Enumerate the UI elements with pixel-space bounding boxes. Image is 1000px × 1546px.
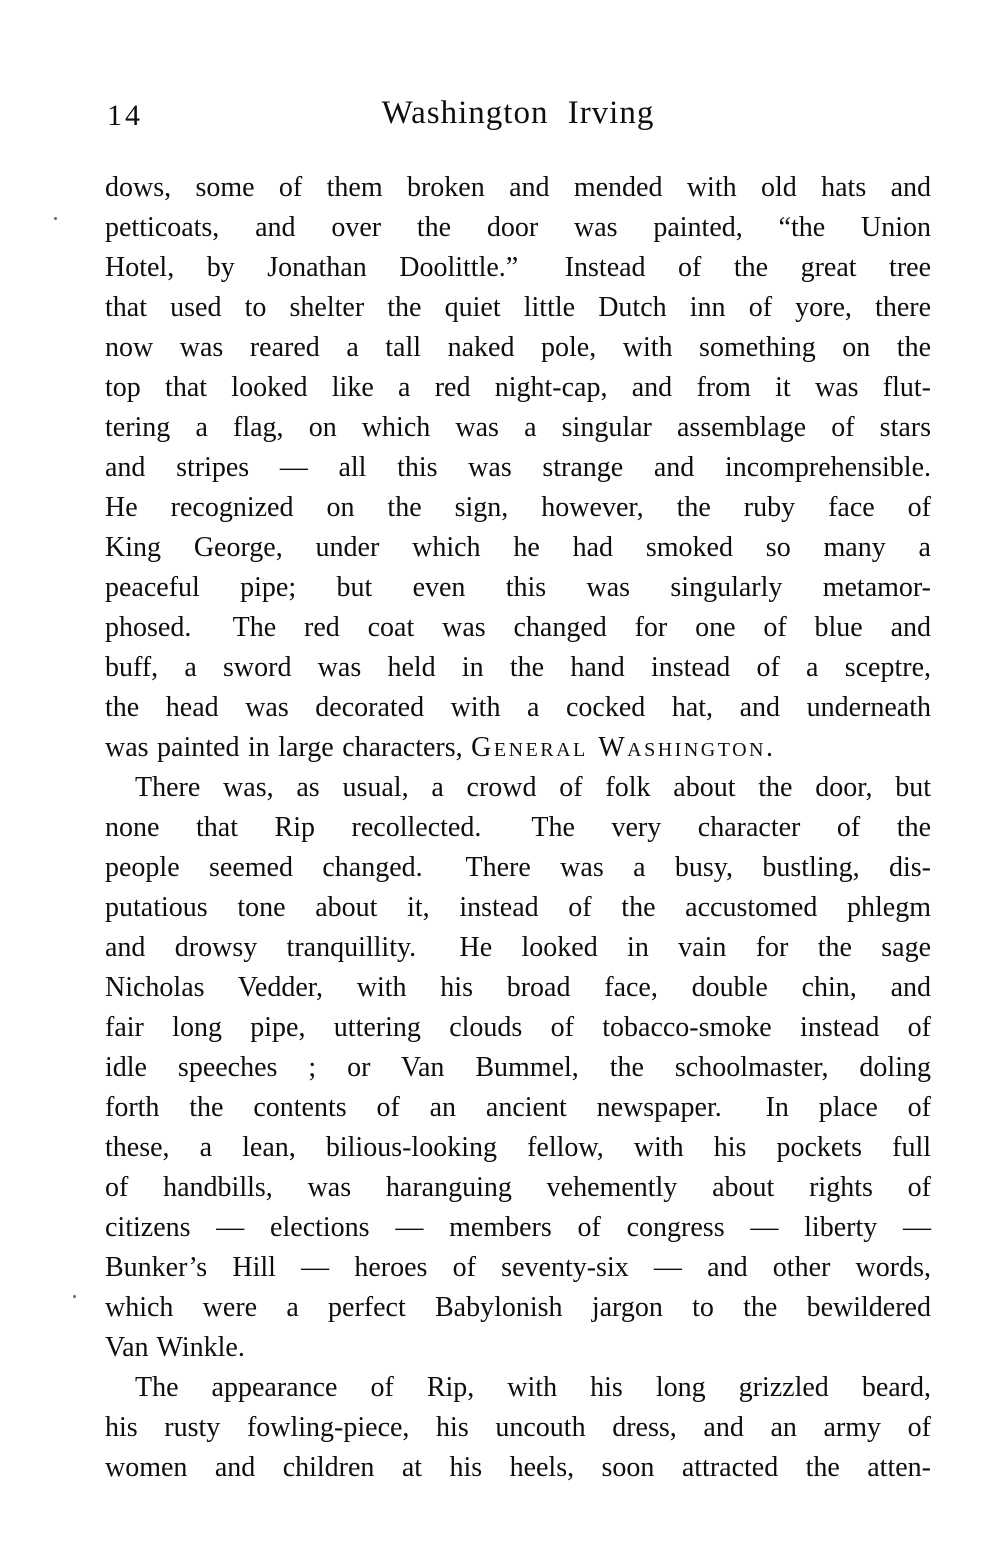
- text-line: tering a flag, on which was a singular assemblage of stars: [105, 412, 931, 443]
- text-line: women and children at his heels, soon attracted the atten-: [105, 1452, 931, 1483]
- text-line: people seemed changed. There was a busy, bustling, dis-: [105, 852, 931, 883]
- text-line: dows, some of them broken and mended with old hats and: [105, 172, 931, 203]
- text-line: Bunker’s Hill — heroes of seventy-six — and other words,: [105, 1252, 931, 1283]
- text-line: his rusty fowling-piece, his uncouth dress, and an army of: [105, 1412, 931, 1443]
- text-line: which were a perfect Babylonish jargon to the bewildered: [105, 1292, 931, 1323]
- text-line: putatious tone about it, instead of the accustomed phlegm: [105, 892, 931, 923]
- text-line: top that looked like a red night-cap, and from it was flut-: [105, 372, 931, 403]
- paragraph: [105, 1368, 931, 1488]
- text-line: none that Rip recollected. The very character of the: [105, 812, 931, 843]
- text-line: He recognized on the sign, however, the ruby face of: [105, 492, 931, 523]
- text-line: King George, under which he had smoked so many a: [105, 532, 931, 563]
- paragraph: [105, 168, 931, 768]
- text-line: Nicholas Vedder, with his broad face, double chin, and: [105, 972, 931, 1003]
- text-line: and drowsy tranquillity. He looked in vain for the sage: [105, 932, 931, 963]
- text-line: petticoats, and over the door was painted, “the Union: [105, 212, 931, 243]
- text-line: forth the contents of an ancient newspaper. In place of: [105, 1092, 931, 1123]
- text-line: buff, a sword was held in the hand instead of a sceptre,: [105, 652, 931, 683]
- text-line: the head was decorated with a cocked hat, and underneath: [105, 692, 931, 723]
- text-line: Van Winkle.: [105, 1332, 245, 1363]
- text-line: now was reared a tall naked pole, with something on the: [105, 332, 931, 363]
- text-line: citizens — elections — members of congress — liberty —: [105, 1212, 931, 1243]
- text-line: and stripes — all this was strange and incomprehensible.: [105, 452, 931, 483]
- text-line: that used to shelter the quiet little Dutch inn of yore, there: [105, 292, 931, 323]
- text-segment: was painted in large characters,: [105, 732, 472, 763]
- text-line: Hotel, by Jonathan Doolittle.” Instead of the great tree: [105, 252, 931, 283]
- text-line: phosed. The red coat was changed for one of blue and: [105, 612, 931, 643]
- text-line: peaceful pipe; but even this was singularly metamor-: [105, 572, 931, 603]
- text-block: [105, 168, 931, 1488]
- text-line: There was, as usual, a crowd of folk about the door, but: [135, 772, 931, 803]
- text-line: [105, 728, 931, 768]
- text-line: of handbills, was haranguing vehemently about rights of: [105, 1172, 931, 1203]
- text-line: The appearance of Rip, with his long grizzled beard,: [135, 1372, 931, 1403]
- running-title: Washington Irving: [381, 95, 655, 131]
- text-line: idle speeches ; or Van Bummel, the schoolmaster, doling: [105, 1052, 931, 1083]
- page-number: 14: [107, 99, 143, 132]
- scan-speck: [73, 1295, 76, 1298]
- scan-speck: [54, 217, 57, 220]
- text-line: fair long pipe, uttering clouds of tobacco-smoke instead of: [105, 1012, 931, 1043]
- text-line: these, a lean, bilious-looking fellow, with his pockets full: [105, 1132, 931, 1163]
- paragraph: [105, 768, 931, 1368]
- page-header: [105, 94, 931, 136]
- small-caps-text: General Washington.: [471, 732, 776, 763]
